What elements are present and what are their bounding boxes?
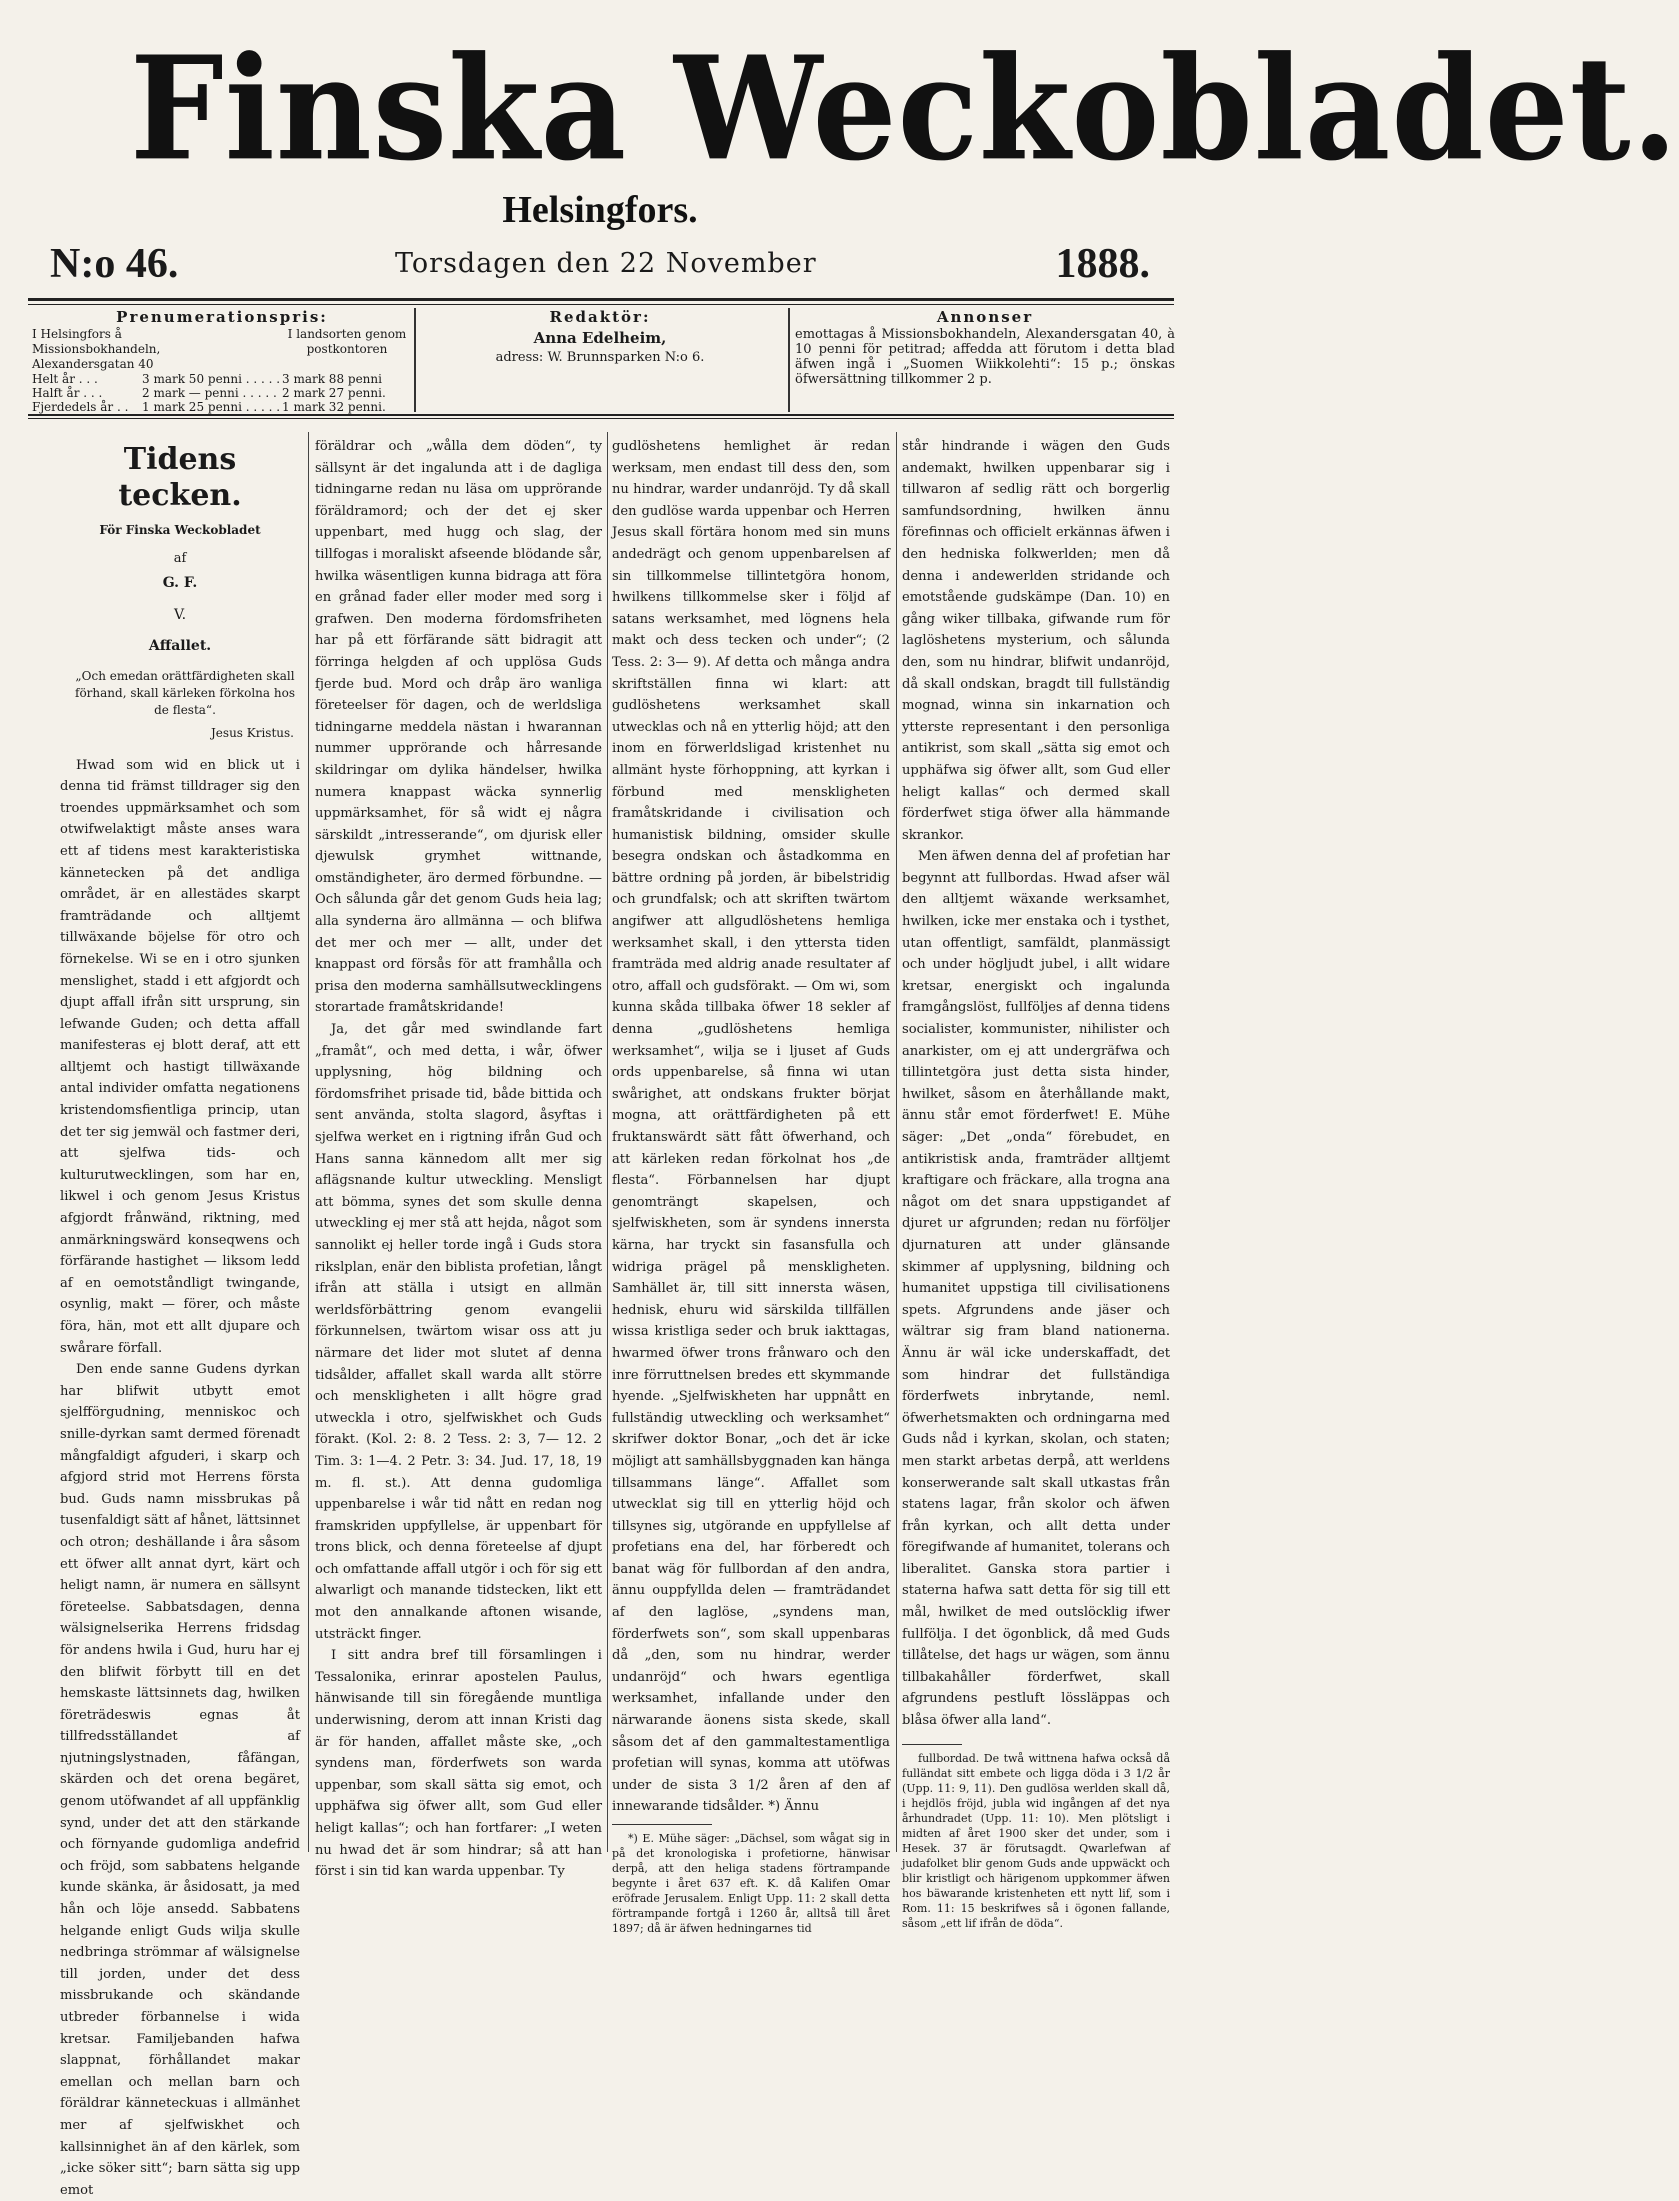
- price-row: [32, 372, 412, 386]
- paragraph: Den ende sanne Gudens dyrkan har blifwit utbytt emot sjelfförgudning, menniskoc och snille-dyrkan samt dermed förenadt mångfaldigt afguderi, i skarp och afgjord strid mot Herrens första bud. Guds namn missbrukas på tusenfaldigt sätt af hånet, lättsinnet och otron; deshällande i åra såsom ett öfwer allt annat dyrt, kärt och heligt namn, är numera en sällsynt företeelse. Sabbatsdagen, denna wälsignelserika Herrens fridsdag för andens hwila i Gud, huru har ej den blifwit förbytt till en det hemskaste lättsinnets dag, hwilken företrädeswis egnas åt tillfredsställandet af njutningslystnaden, fåfängan, skärden och det orena begäret, genom utöfwandet af all uppfänklig synd, under det att den stärkande och förnyande gudomliga andefrid och fröjd, som sabbatens helgande kunde skänka, är åsidosatt, ja med hån och löje ansedd. Sabbatens helgande enligt Guds wilja skulle nedbringa strömmar af wälsignelse till jorden, under det dess missbrukande och skändande utbreder förbannelse i wida kretsar. Familjebanden hafwa slappnat, förhållandet makar emellan och mellan barn och föräldrar känneteckuas i allmänhet mer af sjelfwiskhet och kallsinnighet än af den kärlek, som „icke söker sitt“; barn sätta sig upp emot: [60, 1362, 300, 2198]
- box-divider: [414, 308, 416, 412]
- footnote: *) E. Mühe säger: „Dächsel, som wågat sig in på det kronologiska i profetiorne, hänwisar derpå, att den heliga stadens förtrampande begynte i året 637 eft. K. då Kalifen Omar eröfrade Jerusalem. Enligt Upp. 11: 2 skall detta förtrampande fortgå i 1260 år, alltså till året 1897; då är äfwen hedningarnes tid: [612, 1832, 890, 1935]
- footnote: fullbordad. De twå wittnena hafwa också då fulländat sitt embete och ligga döda i 3 1/2 år (Upp. 11: 9, 11). Den gudlösa werlden skall då, i hejdlös fröjd, jubla wid ingången af det nya århundradet (Upp. 11: 10). Men plötsligt i midten af året 1900 sker det under, som i Hesek. 37 är förutsagdt. Qwarlefwan af judafolket blir genom Guds ande uppwäckt och blir kristligt och härigenom uppkommer äfwen hos bäwarande kristenheten ett nytt lif, som i Rom. 11: 15 beskrifwes så i ögonen fallande, såsom „ett lif ifrån de döda“.: [902, 1751, 1170, 1930]
- price-country: 2 mark 27 penni.: [282, 386, 386, 400]
- price-country: 1 mark 32 penni.: [282, 400, 386, 414]
- article-author: G. F.: [162, 575, 198, 592]
- price-row: [32, 400, 412, 414]
- masthead-title: Finska Weckobladet.: [130, 25, 1679, 193]
- price-city: 1 mark 25 penni . . . . .: [142, 400, 281, 414]
- masthead-city: Helsingfors.: [502, 189, 698, 231]
- column-divider: [607, 432, 608, 1852]
- paragraph: Hwad som wid en blick ut i denna tid främst tilldrager sig den troendes uppmärksamhet och som otwifwelaktigt måste anses wara ett af tidens mest karakteristiska kännetecken på det andliga området, är en allestädes skarpt framträdande och alltjemt tillwäxande böjelse för otro och förnekelse. Wi se en i otro sjunken menslighet, stadd i ett afgjordt och djupt affall ifrån sitt ursprung, sin lefwande Guden; och detta affall manifesteras ej blott deraf, att ett alltjemt och hastigt tillwäxande antal individer omfatta negationens kristendomsfientliga princip, utan det ter sig jemwäl och fastmer deri, att sjelfwa tids- och kulturutwecklingen, som har en, likwel i och genom Jesus Kristus afgjordt frånwänd, riktning, med anmärkningswärd konseqwens och förfärande hastighet — liksom ledd af en oemotståndligt twingande, osynlig, makt — förer, och måste föra, hän, mot ett allt djupare och swårare förfall.: [60, 757, 300, 1356]
- price-period: Helt år . . .: [32, 372, 98, 386]
- masthead-rule-thick: [28, 298, 1174, 301]
- box-divider: [788, 308, 790, 412]
- subscription-box: [32, 308, 412, 414]
- paragraph: gudlöshetens hemlighet är redan werksam, men endast till dess den, som nu hindrar, warder undanröjd. Ty då skall den gudlöse warda uppenbar och Herren Jesus skall förtära honom med sin muns andedrägt och genom uppenbarelsen af sin tillkommelse tillintetgöra honom, hwilkens tillkommelse sker i följd af satans werksamhet, med lögnens hela makt och dess tecken och under“; (2 Tess. 2: 3— 9). Af detta och många andra skriftställen finna wi klart: att gudlöshetens werksamhet skall utwecklas och nå en ytterlig höjd; att den inom en förwerldsligad kristenhet nu allmänt hyste förhoppning, att kyrkan i förbund med menskligheten framåtskridande i civilisation och humanistisk bildning, omsider skulle besegra ondskan och åstadkomma en bättre ordning på jorden, är bibelstridig och grundfalsk; och att skriften twärtom angifwer att allgudlöshetens hemliga werksamhet skall, i den yttersta tiden framträda med aldrig anade resultater af otro, affall och gudsförakt. — Om wi, som kunna skåda tillbaka öfwer 18 sekler af denna „gudlöshetens hemliga werksamhet“, wilja se i ljuset af Guds ords uppenbarelse, så finna wi utan swårighet, att ondskans frukter börjat mogna, att orättfärdigheten på ett fruktanswärdt sätt fått öfwerhand, och att kärleken redan förkolnat hos „de flesta“. Förbannelsen har djupt genomträngt skapelsen, och sjelfwiskheten, som är syndens innersta kärna, har tryckt sin fasansfulla och widriga prägel på menskligheten. Samhället är, till sitt innersta wäsen, hednisk, ehuru wid särskilda tillfällen wissa kristliga seder och bruk iakttagas, hwarmed öfwer trons frånwaro och den inre förruttnelsen bredes ett skymmande hyende. „Sjelfwiskheten har uppnått en fullständig utweckling och werksamhet“ skrifwer doktor Bonar, „och det är icke möjligt att samhällsbyggnaden kan hänga tillsammans länge“. Affallet som utwecklat sig till en ytterlig höjd och tillsynes sig, utgörande en uppfyllelse af profetians ena del, har förberedt och banat wäg för fullbordan af den andra, ännu ouppfyllda delen — framträdandet af den laglöse, „syndens man, förderfwets son“, som skall uppenbaras då „den, som nu hindrar, werder undanröjd“ och hwars egentliga werksamhet, infallande under den närwarande äonens sista skede, skall såsom det af den gammaltestamentliga profetian will synas, komma att utöfwas under de sista 3 1/2 åren af den af innewarande tidsålder. *) Ännu: [612, 439, 891, 1815]
- article-part: V.: [173, 606, 187, 623]
- article-section: Affallet.: [148, 638, 212, 655]
- article-motto: „Och emedan orättfärdigheten skall förhand, skall kärleken förkolna hos de flesta“.: [75, 668, 295, 717]
- column-1: [60, 436, 300, 2198]
- paragraph: föräldrar och „wålla dem döden“, ty sällsynt är det ingalunda att i de dagliga tidningarne redan nu läsa om upprörande föräldramord; och der det ej sker uppenbart, med hugg och slag, der tillfogas i moraliskt afseende blödande sår, hwilka wäsentligen kunna bidraga att föra en grånad fader eller moder med sorg i grafwen. Den moderna fördomsfriheten har på ett förfärande sätt bidragit att förringa helgden af och upplösa Guds fjerde bud. Mord och dråp äro wanliga företeelser för dagen, och de werldsliga tidningarne meddela nästan i hwarannan nummer upprörande och hårresande skildringar om dylika händelser, hwilka numera knappast wäcka synnerlig uppmärksamhet, för så widt ej några särskildt „intresserande“, om djurisk eller djewulsk grymhet wittnande, omständigheter, äro dermed förbundne. — Och sålunda går det genom Guds heia lag; alla synderna äro allmänna — och blifwa det mer och mer — allt, under det knappast ord försås för att framhålla och prisa den moderna samhällsutwecklingens storartade framåtskridande!: [315, 439, 602, 1016]
- article-for: För Finska Weckobladet: [99, 523, 261, 537]
- editor-title: Redaktör:: [549, 308, 651, 326]
- column-divider: [308, 432, 309, 1852]
- price-row: [32, 386, 412, 400]
- issue-row: [50, 240, 1150, 290]
- column-divider: [896, 432, 897, 1852]
- paragraph: Men äfwen denna del af profetian har begynnt att fullbordas. Hwad afser wäl den alltjemt wäxande werksamhet, hwilken, icke mer enstaka och i tysthet, utan offentligt, samfäldt, planmässigt och under högljudt jubel, i allt widare kretsar, energiskt och ingalunda framgångslöst, fullföljes af denna tidens socialister, kommunister, nihilister och anarkister, om ej att undergräfwa och tillintetgöra just detta sista hinder, hwilket, såsom en återhållande makt, ännu står emot förderfwet! E. Mühe säger: „Det „onda“ förebudet, en antikristisk anda, framträder alltjemt kraftigare och fräckare, alla trogna ana något om det snara uppstigandet af djuret ur afgrunden; redan nu förföljer djurnaturen att under glänsande skimmer af upplysning, bildning och humanitet uppstiga till civilisationens spets. Afgrundens ande jäser och wältrar sig fram bland nationerna. Ännu är wäl icke underskaffadt, det som hindrar det fullständiga förderfwets inbrytande, neml. öfwerhetsmakten och ordningarna med Guds nåd i kyrkan, skolan, och staten; men starkt arbetas derpå, att werldens konserwerande salt skall utkastas från statens lagar, från skolor och äfwen från kyrkan, och allt detta under föregifwande af humanitet, tolerans och liberalitet. Ganska stora partier i staterna hafwa satt detta för sig till ett mål, hwilket de med outslöcklig ifwer fullfölja. I det ögonblick, då med Guds tillåtelse, det hags ur wägen, som ännu tillbakahåller förderfwet, skall afgrundens pestluft lössläppas och blåsa öfwer alla land“.: [902, 849, 1170, 1729]
- subscription-title: Prenumerationspris:: [116, 308, 328, 326]
- masthead-rule-thin: [28, 304, 1174, 305]
- article-title: Tidens tecken.: [118, 442, 242, 513]
- article-af: af: [173, 550, 187, 566]
- editor-box: [420, 310, 780, 410]
- footnote-rule: [612, 1824, 712, 1825]
- header-rule-thin: [28, 418, 1174, 419]
- footnote-block: [902, 1744, 1170, 1931]
- column-3: [612, 436, 891, 1935]
- ads-box: [795, 310, 1175, 410]
- issue-date: Torsdagen den 22 November: [395, 248, 817, 279]
- price-country: 3 mark 88 penni: [282, 372, 382, 386]
- header-rule-thick: [28, 414, 1174, 416]
- editor-name: Anna Edelheim,: [533, 329, 667, 347]
- ads-title: Annonser: [936, 308, 1034, 326]
- subscription-country-head: I landsorten genom postkontoren: [287, 327, 407, 356]
- editor-address: adress: W. Brunnsparken N:o 6.: [495, 350, 705, 365]
- paragraph: Ja, det går med swindlande fart „framåt“, och med detta, i wår, öfwer upplysning, hög bildning och fördomsfrihet prisade tid, både bittida och sent använda, stolta slagord, åsyftas i sjelfwa werket en i rigtning ifrån Gud och Hans sanna kännedom allt mer sig aflägsnande kultur utweckling. Mensligt att bömma, synes det som skulle denna utweckling ej mer stå att hejda, något som sannolikt ej heller torde ingå i Guds stora rikslplan, enär den biblista profetian, långt ifrån att ställa i utsigt en allmän werldsförbättring genom evangelii förkunnelsen, twärtom wisar oss att ju närmare det lider mot slutet af denna tidsålder, affallet skall warda allt större och menskligheten i allt högre grad utweckla i otro, sjelfwiskhet och Guds förakt. (Kol. 2: 8. 2 Tess. 2: 3, 7— 12. 2 Tim. 3: 1—4. 2 Petr. 3: 34. Jud. 17, 18, 19 m. fl. st.). Att denna gudomliga uppenbarelse i wår tid nått en redan nog framskriden uppfyllelse, är uppenbart för trons blick, och denna företeelse af djupt och omfattande affall utgör i och för sig ett alwarligt och manande tidstecken, likt ett mot den annalkande aftonen wisande, utsträckt finger.: [315, 1022, 602, 1642]
- subscription-head: [32, 327, 412, 372]
- price-city: 3 mark 50 penni . . . . .: [142, 372, 281, 386]
- footnote-rule: [902, 1744, 962, 1745]
- issue-year: 1888.: [1055, 241, 1150, 287]
- paragraph: står hindrande i wägen den Guds andemakt, hwilken uppenbarar sig i tillwaron af sedlig rätt och borgerlig samfundsordning, hwilken ännu förefinnas och officielt erkännas äfwen i den hedniska folkwerlden; men då denna i andewerlden stridande och emotstående gudskämpe (Dan. 10) en gång wiker tillbaka, gifwande rum för laglöshetens mysterium, och sålunda den, som nu hindrar, blifwit undanröjd, då skall ondskan, bragdt till fullständig mognad, winna sin inkarnation och ytterste representant i den personliga antikrist, som skall „sätta sig emot och upphäfwa sig öfwer allt, som Gud eller heligt kallas“ och dermed skall förderfwet stiga öfwer alla hämmande skrankor.: [902, 439, 1170, 843]
- price-period: Fjerdedels år . .: [32, 400, 129, 414]
- price-period: Halft år . . .: [32, 386, 103, 400]
- price-city: 2 mark — penni . . . . .: [142, 386, 277, 400]
- issue-number: N:o 46.: [50, 241, 179, 287]
- subscription-city-head: I Helsingfors å Missionsbokhandeln, Alexandersgatan 40: [32, 327, 161, 371]
- article-motto-source: Jesus Kristus.: [211, 725, 294, 740]
- column-4: [902, 436, 1170, 1930]
- column-2: [315, 436, 602, 1880]
- paragraph: I sitt andra bref till församlingen i Tessalonika, erinrar apostelen Paulus, hänwisande till sin föregående muntliga underwisning, derom att innan Kristi dag är för handen, affallet måste ske, „och syndens man, förderfwets son warda uppenbar, som skall sätta sig emot, och upphäfwa sig öfwer allt, som Gud eller heligt kallas“; och han fortfarer: „I weten nu hwad det är som hindrar; så att han först i sin tid kan warda uppenbar. Ty: [315, 1648, 602, 1880]
- ads-text: emottagas å Missionsbokhandeln, Alexandersgatan 40, à 10 penni för petitrad; affedda att förutom i detta blad äfwen ingå i „Suomen Wiikkolehti“: 15 p.; önskas öfwersättning tillkommer 2 p.: [795, 327, 1175, 387]
